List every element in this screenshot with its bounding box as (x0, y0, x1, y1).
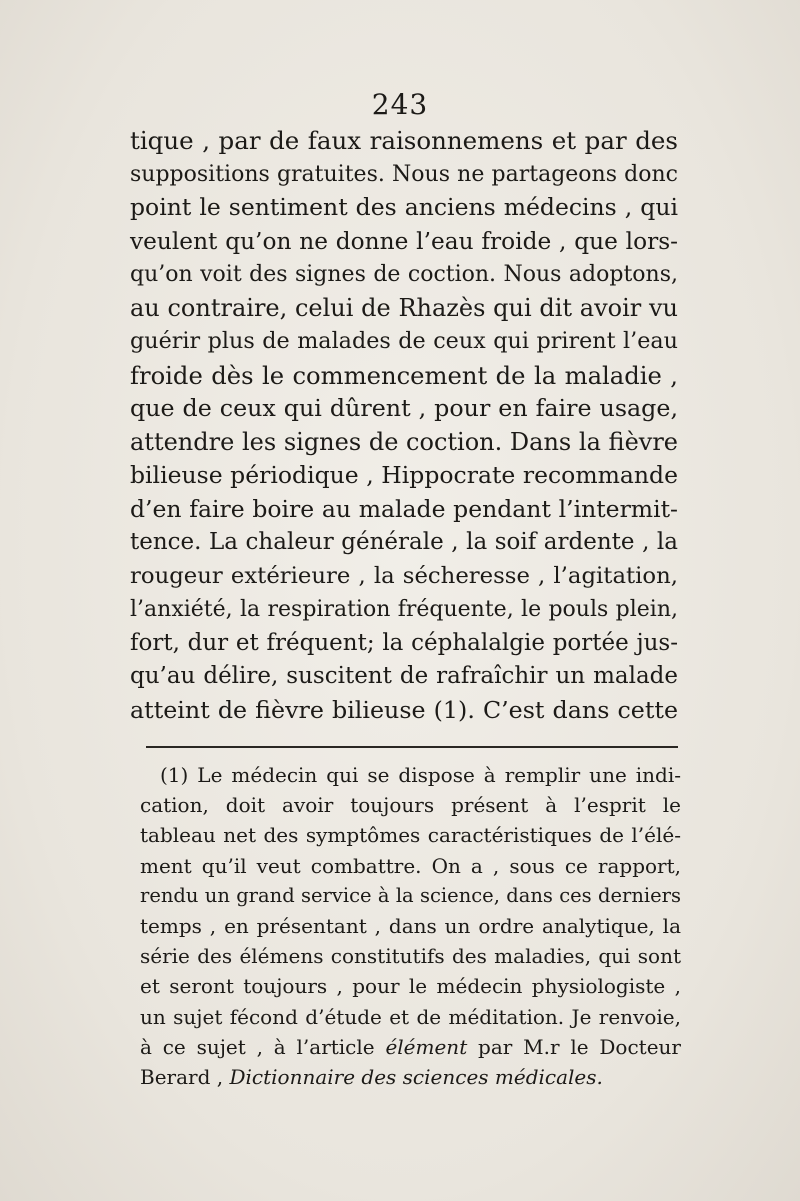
text-line: attendre les signes de coction. Dans la fièvre (130, 427, 678, 456)
footnote-line: ment qu’il veut combattre. On a , sous ce rapport, (140, 853, 681, 878)
text-line: bilieuse périodique , Hippocrate recommande (130, 461, 678, 489)
text-line: veulent qu’on ne donne l’eau froide , que lors- (130, 227, 678, 255)
main-text (130, 124, 678, 727)
footnote-line: tableau net des symptômes caractéristiques de l’élé- (140, 823, 681, 848)
footnote-line-citation (140, 1062, 681, 1092)
text-line: fort, dur et fréquent; la céphalalgie portée jus- (130, 629, 678, 656)
footnote-text: à ce sujet , à l’article (140, 1034, 375, 1059)
page-number: 243 (371, 88, 429, 121)
footnote-line: cation, doit avoir toujours présent à l’esprit le (140, 793, 681, 818)
footnote-text: par M.r le Docteur (478, 1034, 681, 1059)
text-line: au contraire, celui de Rhazès qui dit avoir vu (130, 293, 678, 322)
footnote-author: Berard , (140, 1065, 224, 1090)
footnote-line-article (140, 1032, 681, 1062)
footnote-divider (146, 746, 678, 748)
text-line: tence. La chaleur générale , la soif ardente , la (130, 529, 678, 555)
text-line: point le sentiment des anciens médecins , qui (130, 193, 678, 221)
footnote-italic-term: élément (385, 1034, 468, 1059)
footnote-line: série des élémens constitutifs des maladies, qui sont (140, 944, 681, 969)
text-line: tique , par de faux raisonnemens et par des (130, 126, 678, 155)
text-line: que de ceux qui dûrent , pour en faire usage, (130, 394, 678, 422)
text-line: qu’au délire, suscitent de rafraîchir un malade (130, 663, 678, 689)
text-line: qu’on voit des signes de coction. Nous adoptons, (130, 262, 678, 287)
text-line: froide dès le commencement de la maladie , (130, 360, 678, 390)
text-line: l’anxiété, la respiration fréquente, le pouls plein, (130, 597, 678, 622)
footnote-source-title: Dictionnaire des sciences médicales. (229, 1065, 603, 1090)
footnote-line: temps , en présentant , dans un ordre analytique, la (140, 914, 681, 939)
text-line: atteint de fièvre bilieuse (1). C’est dans cette (130, 695, 678, 724)
footnote-line: et seront toujours , pour le médecin physiologiste , (140, 974, 681, 999)
footnote-line: un sujet fécond d’étude et de méditation. Je renvoie, (140, 1004, 681, 1029)
text-line: suppositions gratuites. Nous ne partageons donc (130, 161, 678, 187)
text-line: guérir plus de malades de ceux qui prirent l’eau (130, 328, 678, 354)
text-line: d’en faire boire au malade pendant l’intermit- (130, 494, 678, 523)
footnote-line: (1) Le médecin qui se dispose à remplir une indi- (160, 763, 681, 787)
footnote-line: rendu un grand service à la science, dans ces derniers (140, 883, 681, 907)
footnote (140, 760, 681, 1092)
text-line: rougeur extérieure , la sécheresse , l’agitation, (130, 562, 678, 589)
